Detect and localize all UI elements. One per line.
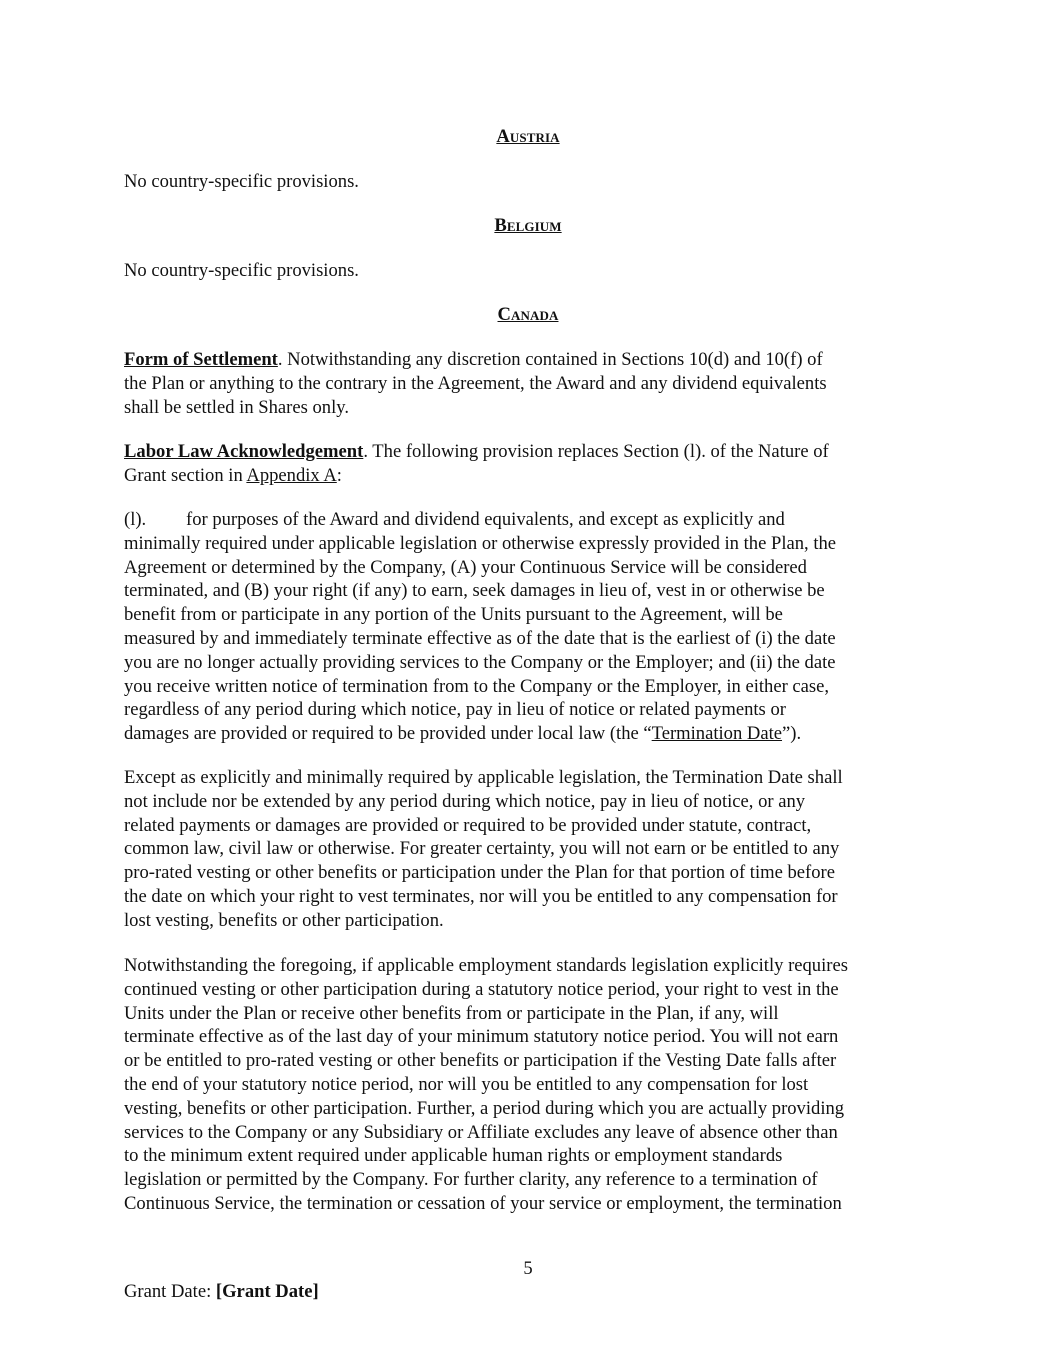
- text-line: . The following provision replaces Section (l). of the Nature of: [363, 441, 829, 462]
- clause-l-line-1: [124, 508, 936, 532]
- appendix-a-reference: Appendix A: [246, 464, 337, 486]
- text-line: the Plan or anything to the contrary in the Agreement, the Award and any dividend equivalents: [124, 372, 827, 394]
- text-line: Notwithstanding the foregoing, if applicable employment standards legislation explicitly requires: [124, 955, 848, 976]
- text-line: measured by and immediately terminate effective as of the date that is the earliest of (i) the date: [124, 627, 836, 649]
- labor-law-title: Labor Law Acknowledgement: [124, 441, 364, 462]
- austria-text: No country-specific provisions.: [124, 171, 359, 192]
- text-line: . Notwithstanding any discretion contained in Sections 10(d) and 10(f) of: [277, 349, 823, 370]
- footer-grant-date-value: [Grant Date]: [215, 1281, 319, 1302]
- text-line: services to the Company or any Subsidiary or Affiliate excludes any leave of absence other than: [124, 1121, 838, 1143]
- text-line: not include nor be extended by any period during which notice, pay in lieu of notice, or any: [124, 790, 806, 812]
- text-line: you are no longer actually providing services to the Company or the Employer; and (ii) the date: [124, 651, 836, 673]
- heading-austria: Austria: [496, 126, 560, 147]
- text-line: you receive written notice of termination from to the Company or the Employer, in either case,: [124, 675, 830, 697]
- text-line: to the minimum extent required under applicable human rights or employment standards: [124, 1145, 783, 1167]
- belgium-text: No country-specific provisions.: [124, 260, 359, 281]
- footer-grant-date: [124, 1280, 319, 1304]
- text-line: benefit from or participate in any portion of the Units pursuant to the Agreement, will be: [124, 604, 783, 626]
- text-line: terminated, and (B) your right (if any) to earn, seek damages in lieu of, vest in or otherwise be: [124, 580, 825, 602]
- text-line: minimally required under applicable legislation or otherwise expressly provided in the Plan, the: [124, 532, 837, 554]
- text-line: Units under the Plan or receive other benefits from or participate in the Plan, if any, will: [124, 1002, 779, 1024]
- clause-l-paragraph: [124, 508, 936, 746]
- labor-law-line-2: [124, 464, 936, 488]
- text-line: or be entitled to pro-rated vesting or other benefits or participation if the Vesting Date falls after: [124, 1050, 837, 1072]
- text-line: lost vesting, benefits or other participation.: [124, 909, 444, 931]
- text-line: related payments or damages are provided or required to be provided under statute, contract,: [124, 814, 812, 836]
- text-line: legislation or permitted by the Company. For further clarity, any reference to a termination of: [124, 1169, 818, 1191]
- form-of-settlement-paragraph: [124, 348, 936, 419]
- text-line: vesting, benefits or other participation. Further, a period during which you are actually providing: [124, 1097, 845, 1119]
- text-line: Except as explicitly and minimally required by applicable legislation, the Termination Date shall: [124, 767, 843, 788]
- termination-date-term: Termination Date: [651, 723, 783, 745]
- labor-law-line-1: [124, 440, 936, 464]
- text-segment: ”).: [782, 723, 802, 745]
- text-segment: Grant section in: [124, 464, 247, 486]
- page-number: 5: [523, 1258, 533, 1279]
- form-of-settlement-title: Form of Settlement: [124, 349, 278, 370]
- clause-l-last-line: [124, 722, 936, 746]
- text-line: Agreement or determined by the Company, (A) your Continuous Service will be considered: [124, 556, 807, 578]
- text-line: common law, civil law or otherwise. For greater certainty, you will not earn or be entitled to any: [124, 838, 840, 860]
- text-line: pro-rated vesting or other benefits or participation under the Plan for that portion of time before: [124, 862, 835, 884]
- text-line: for purposes of the Award and dividend equivalents, and except as explicitly and: [186, 509, 785, 530]
- document-page: [124, 0, 936, 1365]
- text-line: continued vesting or other participation during a statutory notice period, your right to vest in the: [124, 978, 839, 1000]
- clause-marker: (l).: [124, 509, 147, 530]
- text-line: shall be settled in Shares only.: [124, 396, 349, 418]
- form-of-settlement-line-1: [124, 348, 936, 372]
- text-line: terminate effective as of the last day of your minimum statutory notice period. You will not earn: [124, 1026, 839, 1048]
- text-line: regardless of any period during which notice, pay in lieu of notice or related payments or: [124, 699, 786, 721]
- labor-law-paragraph: [124, 440, 936, 488]
- heading-belgium: Belgium: [494, 215, 562, 236]
- text-segment: damages are provided or required to be provided under local law (the “: [124, 723, 652, 745]
- footer-label: Grant Date:: [124, 1281, 216, 1302]
- except-paragraph: [124, 766, 936, 933]
- text-segment: :: [336, 464, 342, 486]
- notwithstanding-paragraph: [124, 954, 936, 1216]
- heading-canada: Canada: [497, 304, 559, 325]
- text-line: the date on which your right to vest terminates, nor will you be entitled to any compensation for: [124, 885, 838, 907]
- text-line: Continuous Service, the termination or cessation of your service or employment, the termination: [124, 1192, 842, 1214]
- text-line: the end of your statutory notice period, nor will you be entitled to any compensation for lost: [124, 1073, 809, 1095]
